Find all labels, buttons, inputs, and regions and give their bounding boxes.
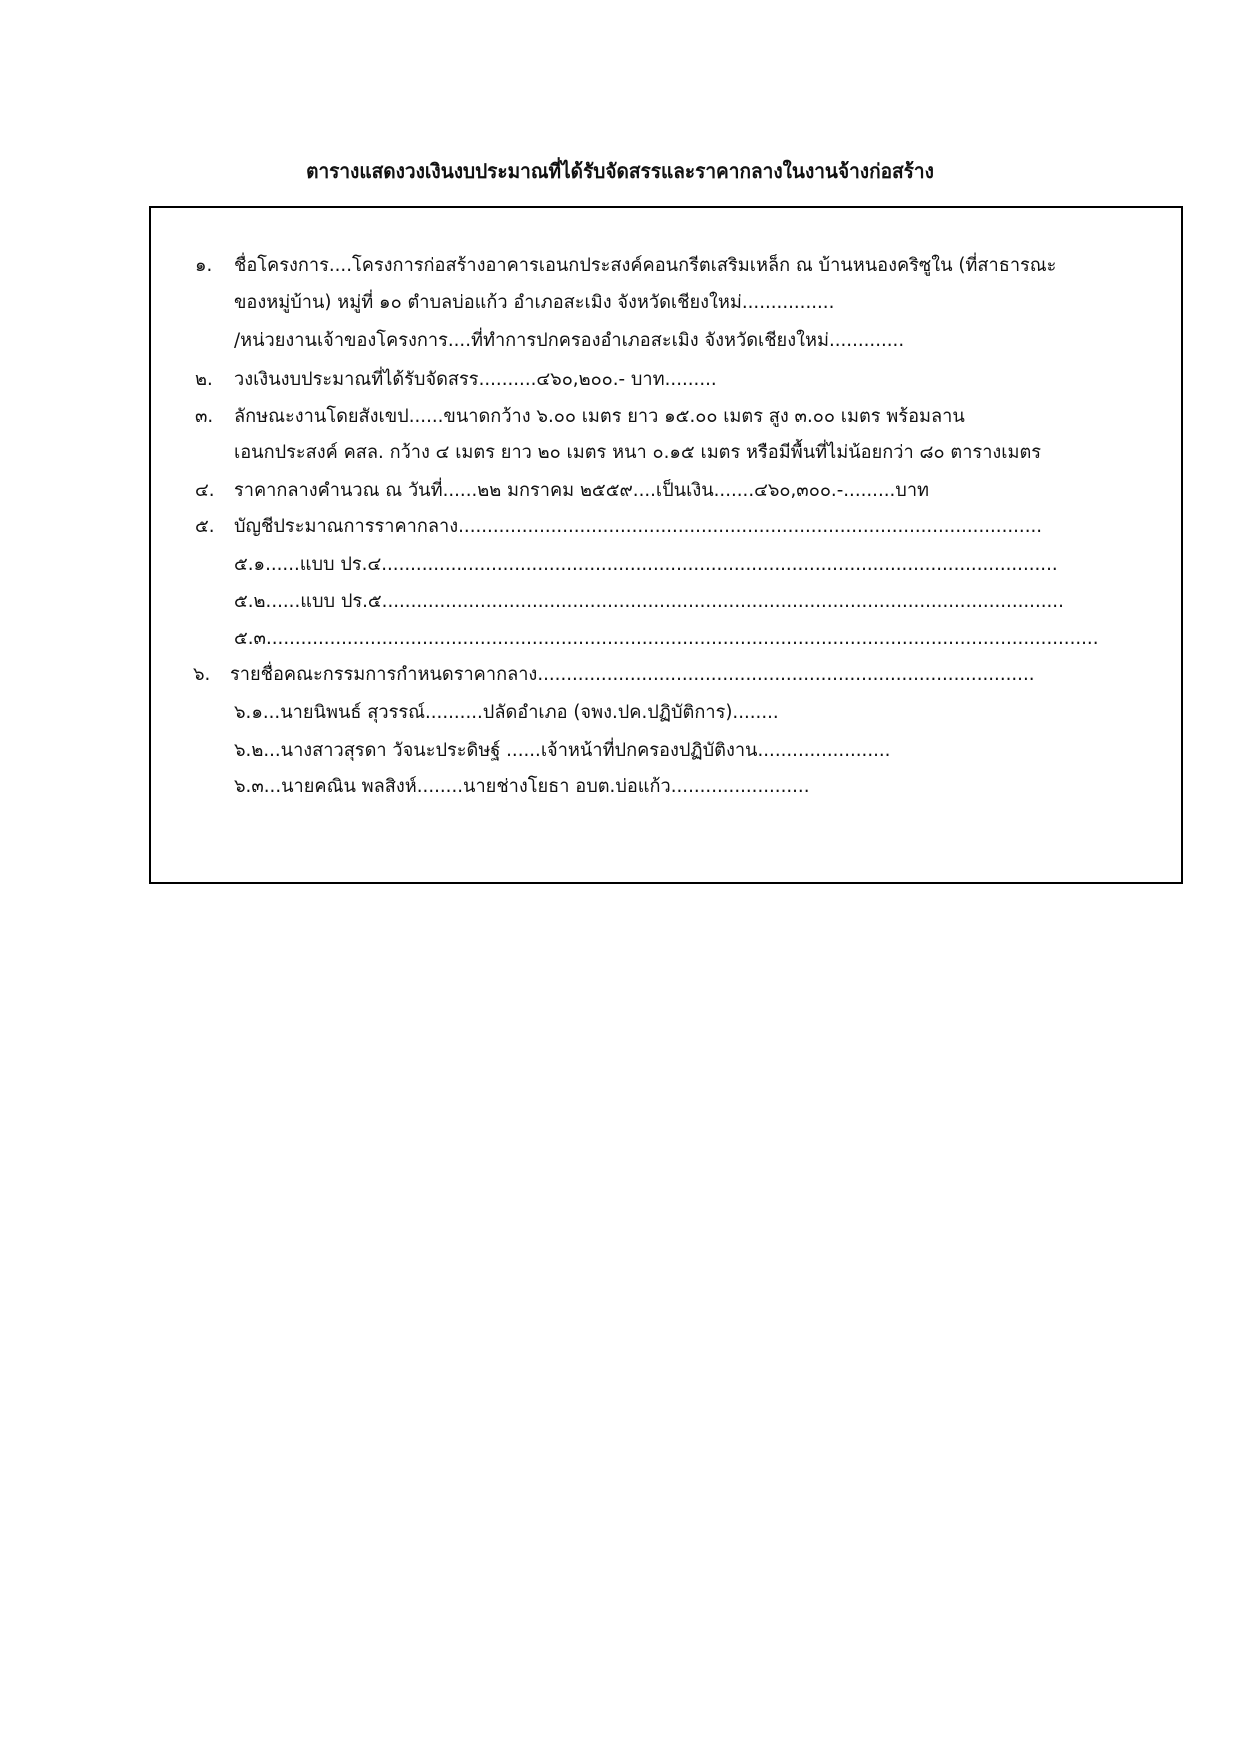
committee-member-3: ๖.๓...นายคณิน พลสิงห์........นายช่างโยธา อบต.บ่อแก้ว........................ — [234, 776, 810, 797]
committee-heading-line: รายชื่อคณะกรรมการกำหนดราคากลาง...................................................................................... — [230, 664, 1035, 685]
project-name-line-1: ชื่อโครงการ....โครงการก่อสร้างอาคารเอนกประสงค์คอนกรีตเสริมเหล็ก ณ บ้านหนองคริซูใน (ที่สาธารณะ — [234, 255, 1057, 276]
page-title: ตารางแสดงวงเงินงบประมาณที่ได้รับจัดสรรและราคากลางในงานจ้างก่อสร้าง — [306, 159, 934, 183]
committee-member-1: ๖.๑...นายนิพนธ์ สุวรรณ์..........ปลัดอำเภอ (จพง.ปค.ปฏิบัติการ)........ — [234, 702, 779, 723]
committee-member-2: ๖.๒...นางสาวสุรดา วัจนะประดิษฐ์ ......เจ้าหน้าที่ปกครองปฏิบัติงาน....................... — [234, 740, 891, 761]
item-number-1: ๑. — [195, 255, 213, 276]
item-number-5: ๕. — [195, 516, 215, 537]
item-number-2: ๒. — [195, 369, 213, 390]
sub-item-5-3: ๕.๓................................................................................................................................................ — [234, 628, 1099, 649]
median-price-line: ราคากลางคำนวณ ณ วันที่......๒๒ มกราคม ๒๕๕๙....เป็นเงิน.......๔๖๐,๓๐๐.-.........บาท — [234, 480, 930, 501]
item-number-4: ๔. — [195, 480, 215, 501]
work-description-line-2: เอนกประสงค์ คสล. กว้าง ๔ เมตร ยาว ๒๐ เมตร หนา ๐.๑๕ เมตร หรือมีพื้นที่ไม่น้อยกว่า ๘๐ ตารางเมตร — [234, 442, 1042, 463]
sub-item-5-2: ๕.๒......แบบ ปร.๕...................................................................................................................... — [234, 591, 1064, 612]
work-description-line-1: ลักษณะงานโดยสังเขป......ขนาดกว้าง ๖.๐๐ เมตร ยาว ๑๕.๐๐ เมตร สูง ๓.๐๐ เมตร พร้อมลาน — [234, 406, 965, 427]
budget-allocated-line: วงเงินงบประมาณที่ได้รับจัดสรร..........๔๖๐,๒๐๐.- บาท......... — [234, 369, 717, 390]
price-estimate-line: บัญชีประมาณการราคากลาง..................................................................................................... — [234, 516, 1043, 537]
item-number-6: ๖. — [193, 664, 211, 685]
sub-item-5-1: ๕.๑......แบบ ปร.๔..................................................................................................................... — [234, 554, 1058, 575]
project-name-line-2: ของหมู่บ้าน) หมู่ที่ ๑๐ ตำบลบ่อแก้ว อำเภอสะเมิง จังหวัดเชียงใหม่................ — [234, 292, 835, 313]
item-number-3: ๓. — [195, 406, 214, 427]
project-owner-line: /หน่วยงานเจ้าของโครงการ....ที่ทำการปกครองอำเภอสะเมิง จังหวัดเชียงใหม่............. — [234, 330, 905, 351]
